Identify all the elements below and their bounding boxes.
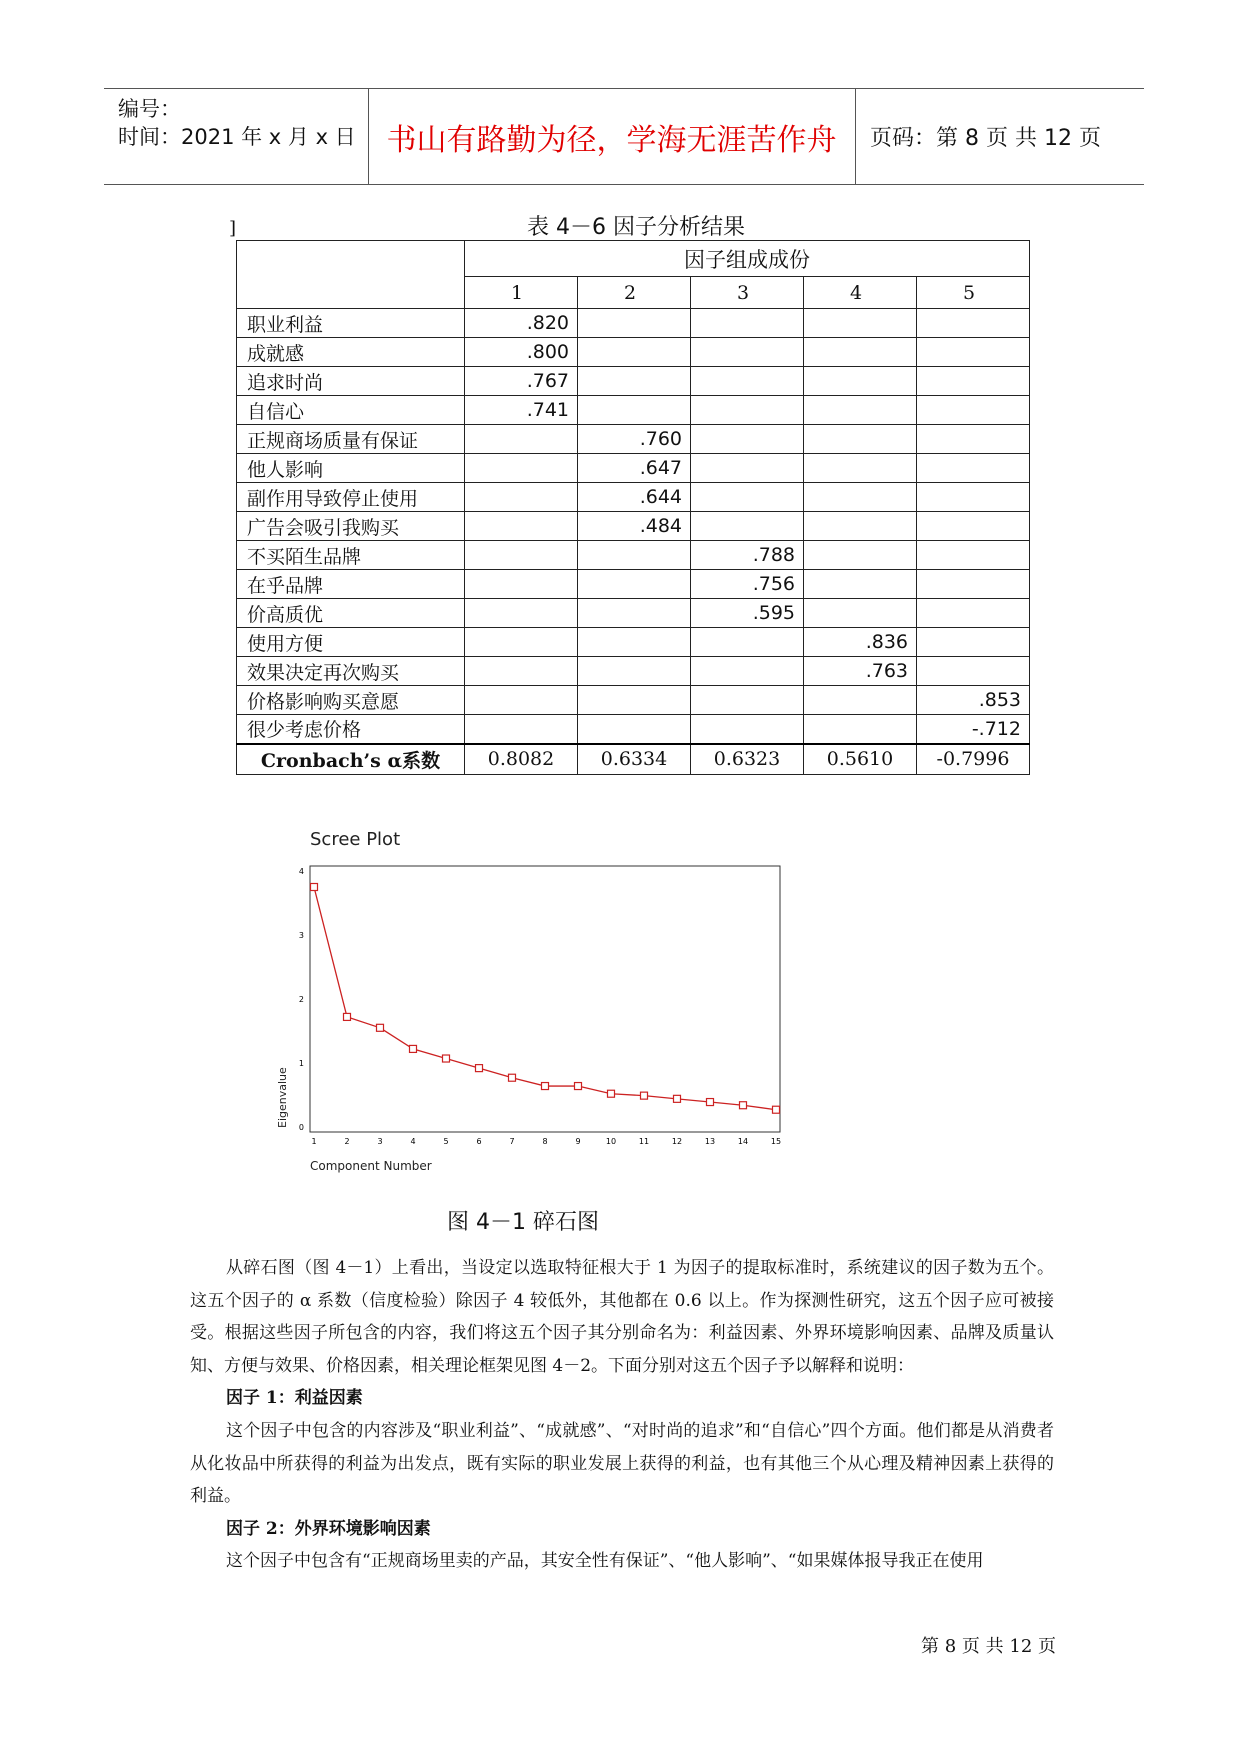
loading-cell [917, 657, 1030, 686]
loading-cell [465, 599, 578, 628]
loading-cell [465, 657, 578, 686]
x-ticks [311, 1137, 781, 1146]
row-label: 使用方便 [237, 628, 465, 657]
row-label: 不买陌生品牌 [237, 541, 465, 570]
loading-cell [804, 396, 917, 425]
loading-cell [804, 541, 917, 570]
section-heading: 因子 1：利益因素 [226, 1388, 363, 1409]
figure-caption: 图 4－1 碎石图 [447, 1210, 599, 1235]
table-row [237, 628, 1030, 657]
x-tick-label: 3 [377, 1137, 383, 1146]
loading-cell [465, 454, 578, 483]
table-row [237, 309, 1030, 338]
table-group-header-row [237, 241, 1030, 277]
factor-analysis-table [236, 240, 1030, 775]
loading-cell [691, 338, 804, 367]
header-page-label: 页码：第 8 页 共 12 页 [870, 126, 1101, 151]
loading-cell [691, 367, 804, 396]
x-tick-label: 9 [575, 1137, 581, 1146]
x-tick-label: 11 [638, 1137, 650, 1146]
loading-cell: .836 [804, 628, 917, 657]
y-axis-label: Eigenvalue [276, 1067, 289, 1128]
table-row [237, 367, 1030, 396]
row-label: 价高质优 [237, 599, 465, 628]
x-tick-label: 6 [476, 1137, 482, 1146]
row-label: 职业利益 [237, 309, 465, 338]
loading-cell [578, 599, 691, 628]
data-point [641, 1092, 648, 1099]
loading-cell [804, 715, 917, 744]
number-label: 编号： [118, 97, 181, 121]
loading-cell: -.712 [917, 715, 1030, 744]
loading-cell [691, 715, 804, 744]
loading-cell [691, 686, 804, 715]
table-row [237, 338, 1030, 367]
loading-cell [578, 367, 691, 396]
loading-cell: .484 [578, 512, 691, 541]
loading-cell [578, 309, 691, 338]
data-point [707, 1099, 714, 1106]
loading-cell [465, 686, 578, 715]
table-row [237, 686, 1030, 715]
loading-cell [917, 338, 1030, 367]
x-tick-label: 15 [770, 1137, 782, 1146]
table-row [237, 541, 1030, 570]
row-label: 自信心 [237, 396, 465, 425]
header-motto: 书山有路勤为径，学海无涯苦作舟 [368, 89, 856, 184]
table-group-header: 因子组成成份 [465, 241, 1030, 277]
alpha-value: 0.6334 [578, 744, 691, 775]
alpha-row [237, 744, 1030, 775]
table-row [237, 396, 1030, 425]
loading-cell: .788 [691, 541, 804, 570]
data-point [509, 1074, 516, 1081]
loading-cell [804, 599, 917, 628]
column-header: 3 [691, 277, 804, 309]
eigenvalue-points [311, 884, 780, 1114]
loading-cell [465, 628, 578, 657]
row-label: 正规商场质量有保证 [237, 425, 465, 454]
page-header [104, 88, 1144, 185]
table-row [237, 454, 1030, 483]
row-label: 追求时尚 [237, 367, 465, 396]
alpha-value: 0.6323 [691, 744, 804, 775]
table-row [237, 512, 1030, 541]
x-tick-label: 1 [311, 1137, 317, 1146]
loading-cell [578, 628, 691, 657]
loading-cell [804, 454, 917, 483]
loading-cell [465, 541, 578, 570]
loading-cell [917, 599, 1030, 628]
row-label: 很少考虑价格 [237, 715, 465, 744]
loading-cell [578, 570, 691, 599]
x-tick-label: 7 [509, 1137, 515, 1146]
loading-cell [917, 628, 1030, 657]
header-info [104, 89, 369, 184]
loading-cell [804, 512, 917, 541]
table-caption: 表 4－6 因子分析结果 [527, 215, 745, 240]
y-tick-label: 1 [298, 1059, 304, 1068]
loading-cell [804, 570, 917, 599]
row-label: 他人影响 [237, 454, 465, 483]
y-tick-label: 4 [298, 867, 304, 876]
alpha-label: Cronbach’s α系数 [237, 744, 465, 775]
loading-cell [691, 628, 804, 657]
section-heading: 因子 2：外界环境影响因素 [226, 1518, 431, 1539]
loading-cell [804, 425, 917, 454]
table-row [237, 657, 1030, 686]
column-header: 2 [578, 277, 691, 309]
table-row [237, 570, 1030, 599]
y-tick-label: 3 [298, 931, 304, 940]
y-tick-label: 2 [298, 995, 304, 1004]
y-ticks [299, 867, 304, 1132]
data-point [542, 1083, 549, 1090]
row-label: 广告会吸引我购买 [237, 512, 465, 541]
table-row [237, 715, 1030, 744]
data-point [410, 1045, 417, 1052]
loading-cell [917, 541, 1030, 570]
data-point [476, 1065, 483, 1072]
x-tick-label: 13 [704, 1137, 716, 1146]
data-point [344, 1013, 351, 1020]
loading-cell: .800 [465, 338, 578, 367]
loading-cell [578, 541, 691, 570]
loading-cell [578, 657, 691, 686]
loading-cell [578, 715, 691, 744]
data-point [575, 1083, 582, 1090]
loading-cell: .756 [691, 570, 804, 599]
loading-cell: .647 [578, 454, 691, 483]
row-label: 副作用导致停止使用 [237, 483, 465, 512]
x-tick-label: 2 [344, 1137, 350, 1146]
paragraph: 这个因子中包含有“正规商场里卖的产品，其安全性有保证”、“他人影响”、“如果媒体报导我正在使用 [226, 1551, 984, 1572]
loading-cell [691, 425, 804, 454]
body-text [190, 1252, 1054, 1578]
loading-cell [691, 483, 804, 512]
alpha-value: -0.7996 [917, 744, 1030, 775]
loading-cell [465, 715, 578, 744]
loading-cell: .741 [465, 396, 578, 425]
scree-plot [268, 828, 788, 1180]
loading-cell [465, 570, 578, 599]
column-header: 5 [917, 277, 1030, 309]
loading-cell: .644 [578, 483, 691, 512]
loading-cell: .763 [804, 657, 917, 686]
loading-cell [578, 686, 691, 715]
loading-cell [917, 483, 1030, 512]
row-label: 价格影响购买意愿 [237, 686, 465, 715]
loading-cell [465, 483, 578, 512]
loading-cell [691, 657, 804, 686]
paragraph: 从碎石图（图 4－1）上看出，当设定以选取特征根大于 1 为因子的提取标准时，系统建议的因子数为五个。这五个因子的 α 系数（信度检验）除因子 4 较低外，其他都在 0.6 以上。作为探测性研究，这五个因子应可被接受。根据这些因子所包含的内容，我们将这五个因子其分别命名为：利益因素、外界环境影响因素、品牌及质量认知、方便与效果、价格因素，相关理论框架见图 4－2。下面分别对这五个因子予以解释和说明： [190, 1258, 1054, 1376]
loading-cell [804, 483, 917, 512]
x-tick-label: 5 [443, 1137, 449, 1146]
time-label: 时间：2021 年 x 月 x 日 [118, 125, 356, 149]
loading-cell [804, 338, 917, 367]
loading-cell: .820 [465, 309, 578, 338]
loading-cell: .760 [578, 425, 691, 454]
x-tick-label: 14 [737, 1137, 749, 1146]
alpha-value: 0.5610 [804, 744, 917, 775]
chart-title: Scree Plot [310, 829, 401, 850]
table-corner-cell [237, 241, 465, 309]
x-tick-label: 8 [542, 1137, 548, 1146]
paragraph: 这个因子中包含的内容涉及“职业利益”、“成就感”、“对时尚的追求”和“自信心”四个方面。他们都是从消费者从化妆品中所获得的利益为出发点，既有实际的职业发展上获得的利益，也有其他三个从心理及精神因素上获得的利益。 [190, 1420, 1054, 1507]
table-mark: ] [229, 218, 237, 239]
loading-cell [917, 367, 1030, 396]
eigenvalue-line [314, 887, 776, 1110]
row-label: 成就感 [237, 338, 465, 367]
column-header: 1 [465, 277, 578, 309]
loading-cell [917, 309, 1030, 338]
plot-frame [310, 866, 780, 1132]
loading-cell [465, 425, 578, 454]
loading-cell [804, 686, 917, 715]
row-label: 在乎品牌 [237, 570, 465, 599]
loading-cell [917, 570, 1030, 599]
data-point [740, 1102, 747, 1109]
loading-cell [917, 512, 1030, 541]
x-axis-label: Component Number [310, 1159, 432, 1173]
x-tick-label: 12 [671, 1137, 683, 1146]
loading-cell [804, 367, 917, 396]
table-row [237, 425, 1030, 454]
loading-cell [917, 425, 1030, 454]
loading-cell [578, 396, 691, 425]
loading-cell: .767 [465, 367, 578, 396]
data-point [608, 1090, 615, 1097]
loading-cell [691, 454, 804, 483]
row-label: 效果决定再次购买 [237, 657, 465, 686]
loading-cell [691, 512, 804, 541]
loading-cell [578, 338, 691, 367]
loading-cell [691, 309, 804, 338]
column-header: 4 [804, 277, 917, 309]
loading-cell: .595 [691, 599, 804, 628]
loading-cell: .853 [917, 686, 1030, 715]
loading-cell [804, 309, 917, 338]
data-point [311, 884, 318, 891]
data-point [443, 1055, 450, 1062]
alpha-value: 0.8082 [465, 744, 578, 775]
x-tick-label: 4 [410, 1137, 416, 1146]
table-row [237, 599, 1030, 628]
table-row [237, 483, 1030, 512]
data-point [773, 1106, 780, 1113]
loading-cell [691, 396, 804, 425]
loading-cell [465, 512, 578, 541]
data-point [674, 1095, 681, 1102]
loading-cell [917, 454, 1030, 483]
data-point [377, 1024, 384, 1031]
x-tick-label: 10 [605, 1137, 617, 1146]
y-tick-label: 0 [298, 1123, 304, 1132]
page-footer: 第 8 页 共 12 页 [921, 1636, 1056, 1657]
loading-cell [917, 396, 1030, 425]
